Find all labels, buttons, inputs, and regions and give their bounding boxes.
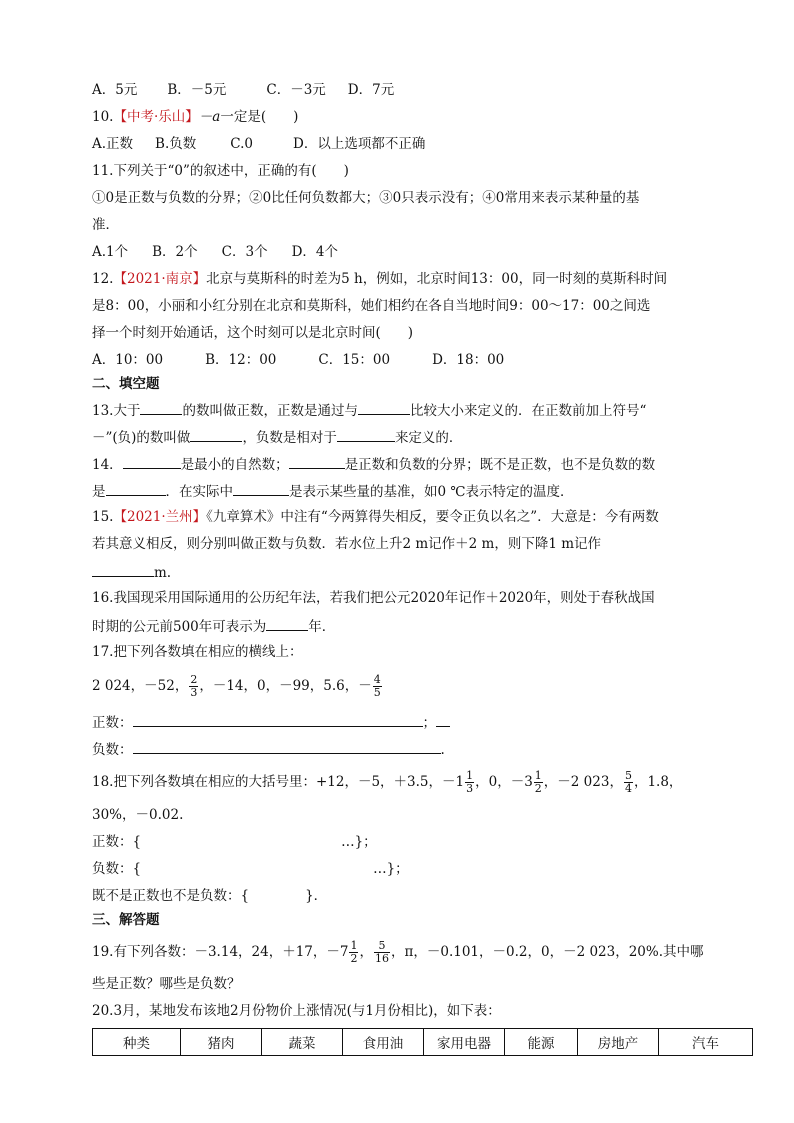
- q19-fraction-1-numerator: 1: [350, 939, 358, 952]
- q18-positive-open: 正数：{: [92, 834, 142, 850]
- q17-positive-end: ；: [422, 715, 436, 731]
- q14-text-e: ．在实际中: [165, 484, 233, 500]
- q12-options: [92, 351, 504, 369]
- q9-option-b: B．－5元: [167, 82, 227, 98]
- q17-numbers-a: 2 024，－52，: [92, 678, 189, 694]
- q16-line1: 16.我国现采用国际通用的公历纪年法，若我们把公元2020年记作＋2020年，则处于春秋战国: [92, 590, 655, 606]
- q17-fraction-2-numerator: 4: [373, 673, 381, 686]
- q14-blank-4[interactable]: [233, 481, 289, 496]
- q17-positive-line: [92, 712, 450, 732]
- q11-option-d: D．4个: [291, 244, 338, 260]
- q13-text-d: －”(负)的数叫做: [92, 430, 191, 446]
- q10-source-tag: 【中考·乐山】: [113, 109, 199, 125]
- q16-line2: [92, 616, 335, 636]
- q12-source-tag: 【2021·南京】: [113, 271, 207, 287]
- q9-option-c: C．－3元: [266, 82, 326, 98]
- table-header-cell: 汽车: [659, 1029, 753, 1056]
- q16-text-a: 时期的公元前500年可表示为: [92, 619, 267, 635]
- q11-options: [92, 243, 338, 261]
- q14-blank-1[interactable]: [123, 454, 181, 469]
- q10-option-a: A.正数: [92, 136, 134, 152]
- table-header-cell: 猪肉: [181, 1029, 262, 1056]
- q18-negative-set: [92, 860, 409, 878]
- q17-negative-line: [92, 739, 445, 759]
- q18-positive-close: …}；: [341, 834, 377, 850]
- q18-line1: [92, 766, 682, 798]
- q10-number: 10.: [92, 109, 114, 125]
- q18-fraction-1: [465, 770, 474, 795]
- q10-option-c: C.0: [230, 136, 253, 152]
- q18-zero-set: [92, 887, 327, 905]
- q17-numbers: [92, 671, 383, 701]
- q18-zero-open: 既不是正数也不是负数：{: [92, 888, 250, 904]
- q19-fraction-2-denominator: 16: [374, 952, 389, 965]
- q12-option-d: D．18：00: [432, 352, 505, 368]
- q13-text-f: 来定义的．: [394, 430, 463, 446]
- q11-option-a: A.1个: [92, 244, 129, 260]
- q15-blank[interactable]: [92, 562, 154, 577]
- q18-text-a: 18.把下列各数填在相应的大括号里：+12，－5，＋3.5，－1: [92, 774, 465, 790]
- q17-positive-blank[interactable]: [133, 712, 423, 727]
- q9-options: [92, 81, 394, 99]
- q19-fraction-1: [349, 940, 358, 965]
- q14-line1: [92, 454, 655, 474]
- q17-fraction-1-numerator: 2: [190, 673, 198, 686]
- q14-line2: [92, 481, 573, 501]
- table-header-cell: 蔬菜: [262, 1029, 343, 1056]
- q15-text1: 《九章算术》中注有“今两算得失相反，要令正负以名之”．大意是：今有两数: [206, 509, 659, 525]
- q18-fraction-2: [534, 770, 543, 795]
- q19-line1: [92, 936, 704, 968]
- section-fill-blank-heading: 二、填空题: [92, 376, 160, 392]
- q13-blank-4[interactable]: [337, 427, 395, 442]
- q19-line2: 些是正数？哪些是负数？: [92, 976, 241, 992]
- q13-line1: [92, 400, 646, 420]
- q10-stem: [92, 108, 298, 126]
- q10-options: [92, 135, 425, 153]
- q10-text: 一定是( ): [220, 109, 299, 125]
- q10-option-b: B.负数: [155, 136, 197, 152]
- q9-option-d: D．7元: [347, 82, 395, 98]
- q11-stem: 11.下列关于“0”的叙述中，正确的有( ): [92, 163, 349, 179]
- q14-text-a: 14．: [92, 457, 123, 473]
- table-header-cell: 家用电器: [424, 1029, 505, 1056]
- price-table: [92, 1028, 753, 1056]
- q13-text-e: ，负数是相对于: [242, 430, 337, 446]
- q13-text-b: 的数叫做正数，正数是通过与: [182, 403, 358, 419]
- q18-text-c: ，－2 023，: [543, 774, 623, 790]
- q18-fraction-2-denominator: 2: [534, 782, 542, 795]
- q17-negative-label: 负数：: [92, 742, 133, 758]
- q17-fraction-2: [373, 674, 382, 699]
- q13-line2: [92, 427, 462, 447]
- q14-text-f: 是表示某些量的基准，如0 ℃表示特定的温度．: [289, 484, 574, 500]
- q18-fraction-3: [624, 770, 633, 795]
- q11-option-b: B．2个: [152, 244, 198, 260]
- q20-stem: 20.3月，某地发布该地2月份物价上涨情况(与1月份相比)，如下表：: [92, 1003, 501, 1019]
- q13-blank-2[interactable]: [358, 400, 410, 415]
- q19-fraction-2-numerator: 5: [374, 940, 390, 953]
- q17-fraction-1: [189, 674, 198, 699]
- q18-negative-open: 负数：{: [92, 861, 142, 877]
- q12-option-a: A．10：00: [92, 352, 164, 368]
- q15-unit: m.: [154, 565, 172, 581]
- q18-fraction-1-denominator: 3: [466, 782, 474, 795]
- q17-negative-blank[interactable]: [133, 739, 441, 754]
- q12-number: 12.: [92, 271, 114, 287]
- q13-blank-3[interactable]: [190, 427, 242, 442]
- q16-text-b: 年．: [308, 619, 336, 635]
- q12-line3: 择一个时刻开始通话，这个时刻可以是北京时间( ): [92, 325, 414, 341]
- q17-fraction-2-denominator: 5: [373, 686, 381, 699]
- q13-text-c: 比较大小来定义的．在正数前加上符号“: [409, 403, 647, 419]
- q11-line1: ①0是正数与负数的分界；②0比任何负数都大；③0只表示没有；④0常用来表示某种量的基: [92, 190, 640, 206]
- q12-option-b: B．12：00: [205, 352, 277, 368]
- table-header-cell: 食用油: [343, 1029, 424, 1056]
- q12-line2: 是8：00，小丽和小红分别在北京和莫斯科，她们相约在各自当地时间9：00～17：00之间选: [92, 298, 651, 314]
- q19-text-c: ，π，－0.101，－0.2，0，－2 023，20%.其中哪: [390, 944, 704, 960]
- q14-blank-3[interactable]: [106, 481, 166, 496]
- q15-number: 15.: [92, 509, 114, 525]
- q13-blank-1[interactable]: [140, 400, 182, 415]
- q14-text-d: 是: [92, 484, 106, 500]
- table-header-cell: 能源: [505, 1029, 578, 1056]
- q13-text-a: 13.大于: [92, 403, 141, 419]
- q10-option-d: D．以上选项都不正确: [293, 136, 426, 152]
- q12-option-c: C．15：00: [318, 352, 391, 368]
- q12-text1: 北京与莫斯科的时差为5 h，例如，北京时间13：00，同一时刻的莫斯科时间: [206, 271, 668, 287]
- q12-line1: [92, 270, 667, 288]
- q18-zero-close: }．: [305, 888, 328, 904]
- q14-text-c: 是正数和负数的分界；既不是正数，也不是负数的数: [344, 457, 656, 473]
- q17-stem: 17.把下列各数填在相应的横线上：: [92, 644, 303, 660]
- q14-blank-2[interactable]: [289, 454, 345, 469]
- q19-text-a: 19.有下列各数：－3.14，24，＋17，－7: [92, 944, 349, 960]
- q17-positive-blank-tail: [436, 712, 450, 727]
- q17-positive-label: 正数：: [92, 715, 133, 731]
- table-header-cell: 房地产: [578, 1029, 659, 1056]
- q19-text-b: ，: [359, 944, 373, 960]
- q19-fraction-1-denominator: 2: [350, 952, 358, 965]
- q18-line2: 30%，－0.02.: [92, 807, 184, 823]
- q10-variable: －a: [198, 109, 221, 125]
- q18-fraction-1-numerator: 1: [466, 769, 474, 782]
- q17-numbers-b: ，－14，0，－99，5.6，－: [199, 678, 372, 694]
- table-header-cell: 种类: [93, 1029, 181, 1056]
- q15-line3: [92, 562, 171, 582]
- q18-fraction-3-numerator: 5: [624, 769, 632, 782]
- q17-fraction-1-denominator: 3: [190, 686, 198, 699]
- q18-fraction-2-numerator: 1: [534, 769, 542, 782]
- section-solve-heading: 三、解答题: [92, 912, 160, 928]
- q15-line2: 若其意义相反，则分别叫做正数与负数．若水位上升2 m记作＋2 m，则下降1 m记作: [92, 536, 602, 552]
- q15-source-tag: 【2021·兰州】: [113, 509, 207, 525]
- q9-option-a: A．5元: [92, 82, 138, 98]
- q18-text-b: ，0，－3: [475, 774, 533, 790]
- q11-line2: 准．: [92, 217, 119, 233]
- q18-negative-close: …}；: [373, 861, 409, 877]
- table-row: [93, 1029, 753, 1056]
- q14-text-b: 是最小的自然数；: [180, 457, 289, 473]
- q11-option-c: C．3个: [221, 244, 268, 260]
- q18-fraction-3-denominator: 4: [624, 782, 632, 795]
- q18-positive-set: [92, 833, 377, 851]
- q17-negative-end: .: [440, 742, 445, 758]
- q15-line1: [92, 508, 659, 526]
- q16-blank[interactable]: [266, 616, 308, 631]
- q19-fraction-2: [374, 940, 390, 965]
- q18-text-d: ，1.8，: [633, 774, 683, 790]
